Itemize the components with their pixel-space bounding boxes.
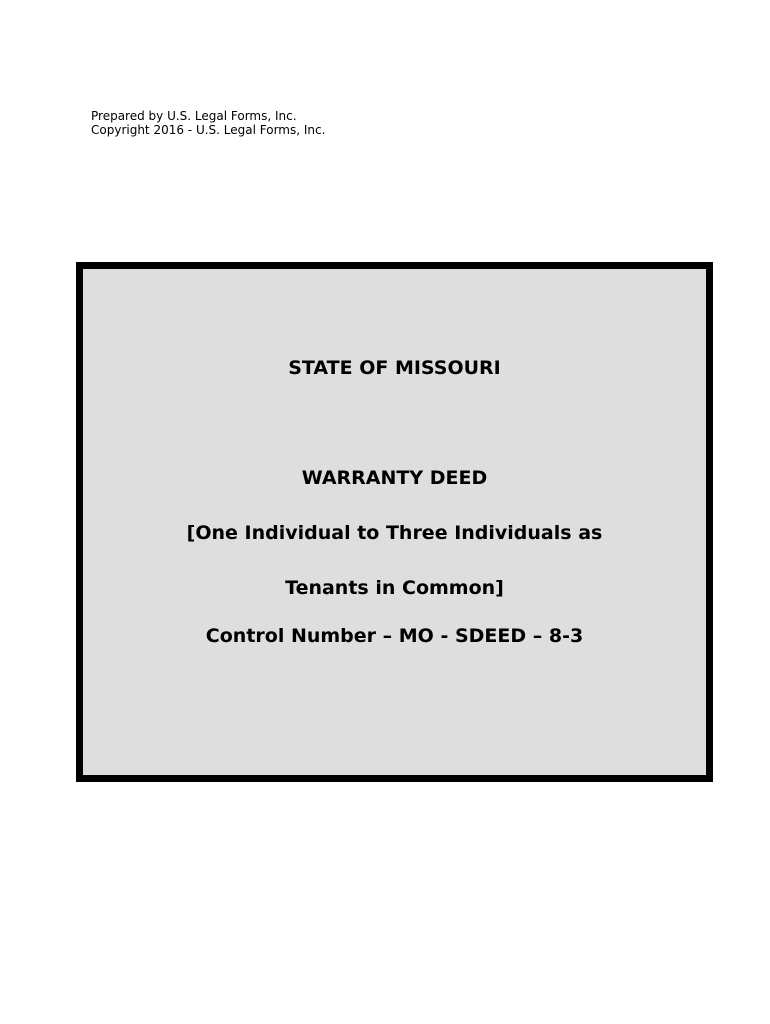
- preparer-notice: [91, 109, 325, 137]
- document-title: WARRANTY DEED: [301, 467, 488, 489]
- copyright-text: Copyright 2016 - U.S. Legal Forms, Inc.: [91, 123, 326, 137]
- cover-title-box: [76, 262, 713, 782]
- control-number: Control Number – MO - SDEED – 8-3: [205, 625, 584, 647]
- document-subtitle-line-1: [One Individual to Three Individuals as: [186, 522, 603, 544]
- prepared-by-text: Prepared by U.S. Legal Forms, Inc.: [91, 109, 297, 123]
- state-heading: STATE OF MISSOURI: [288, 357, 501, 379]
- document-subtitle-line-2: Tenants in Common]: [285, 577, 504, 599]
